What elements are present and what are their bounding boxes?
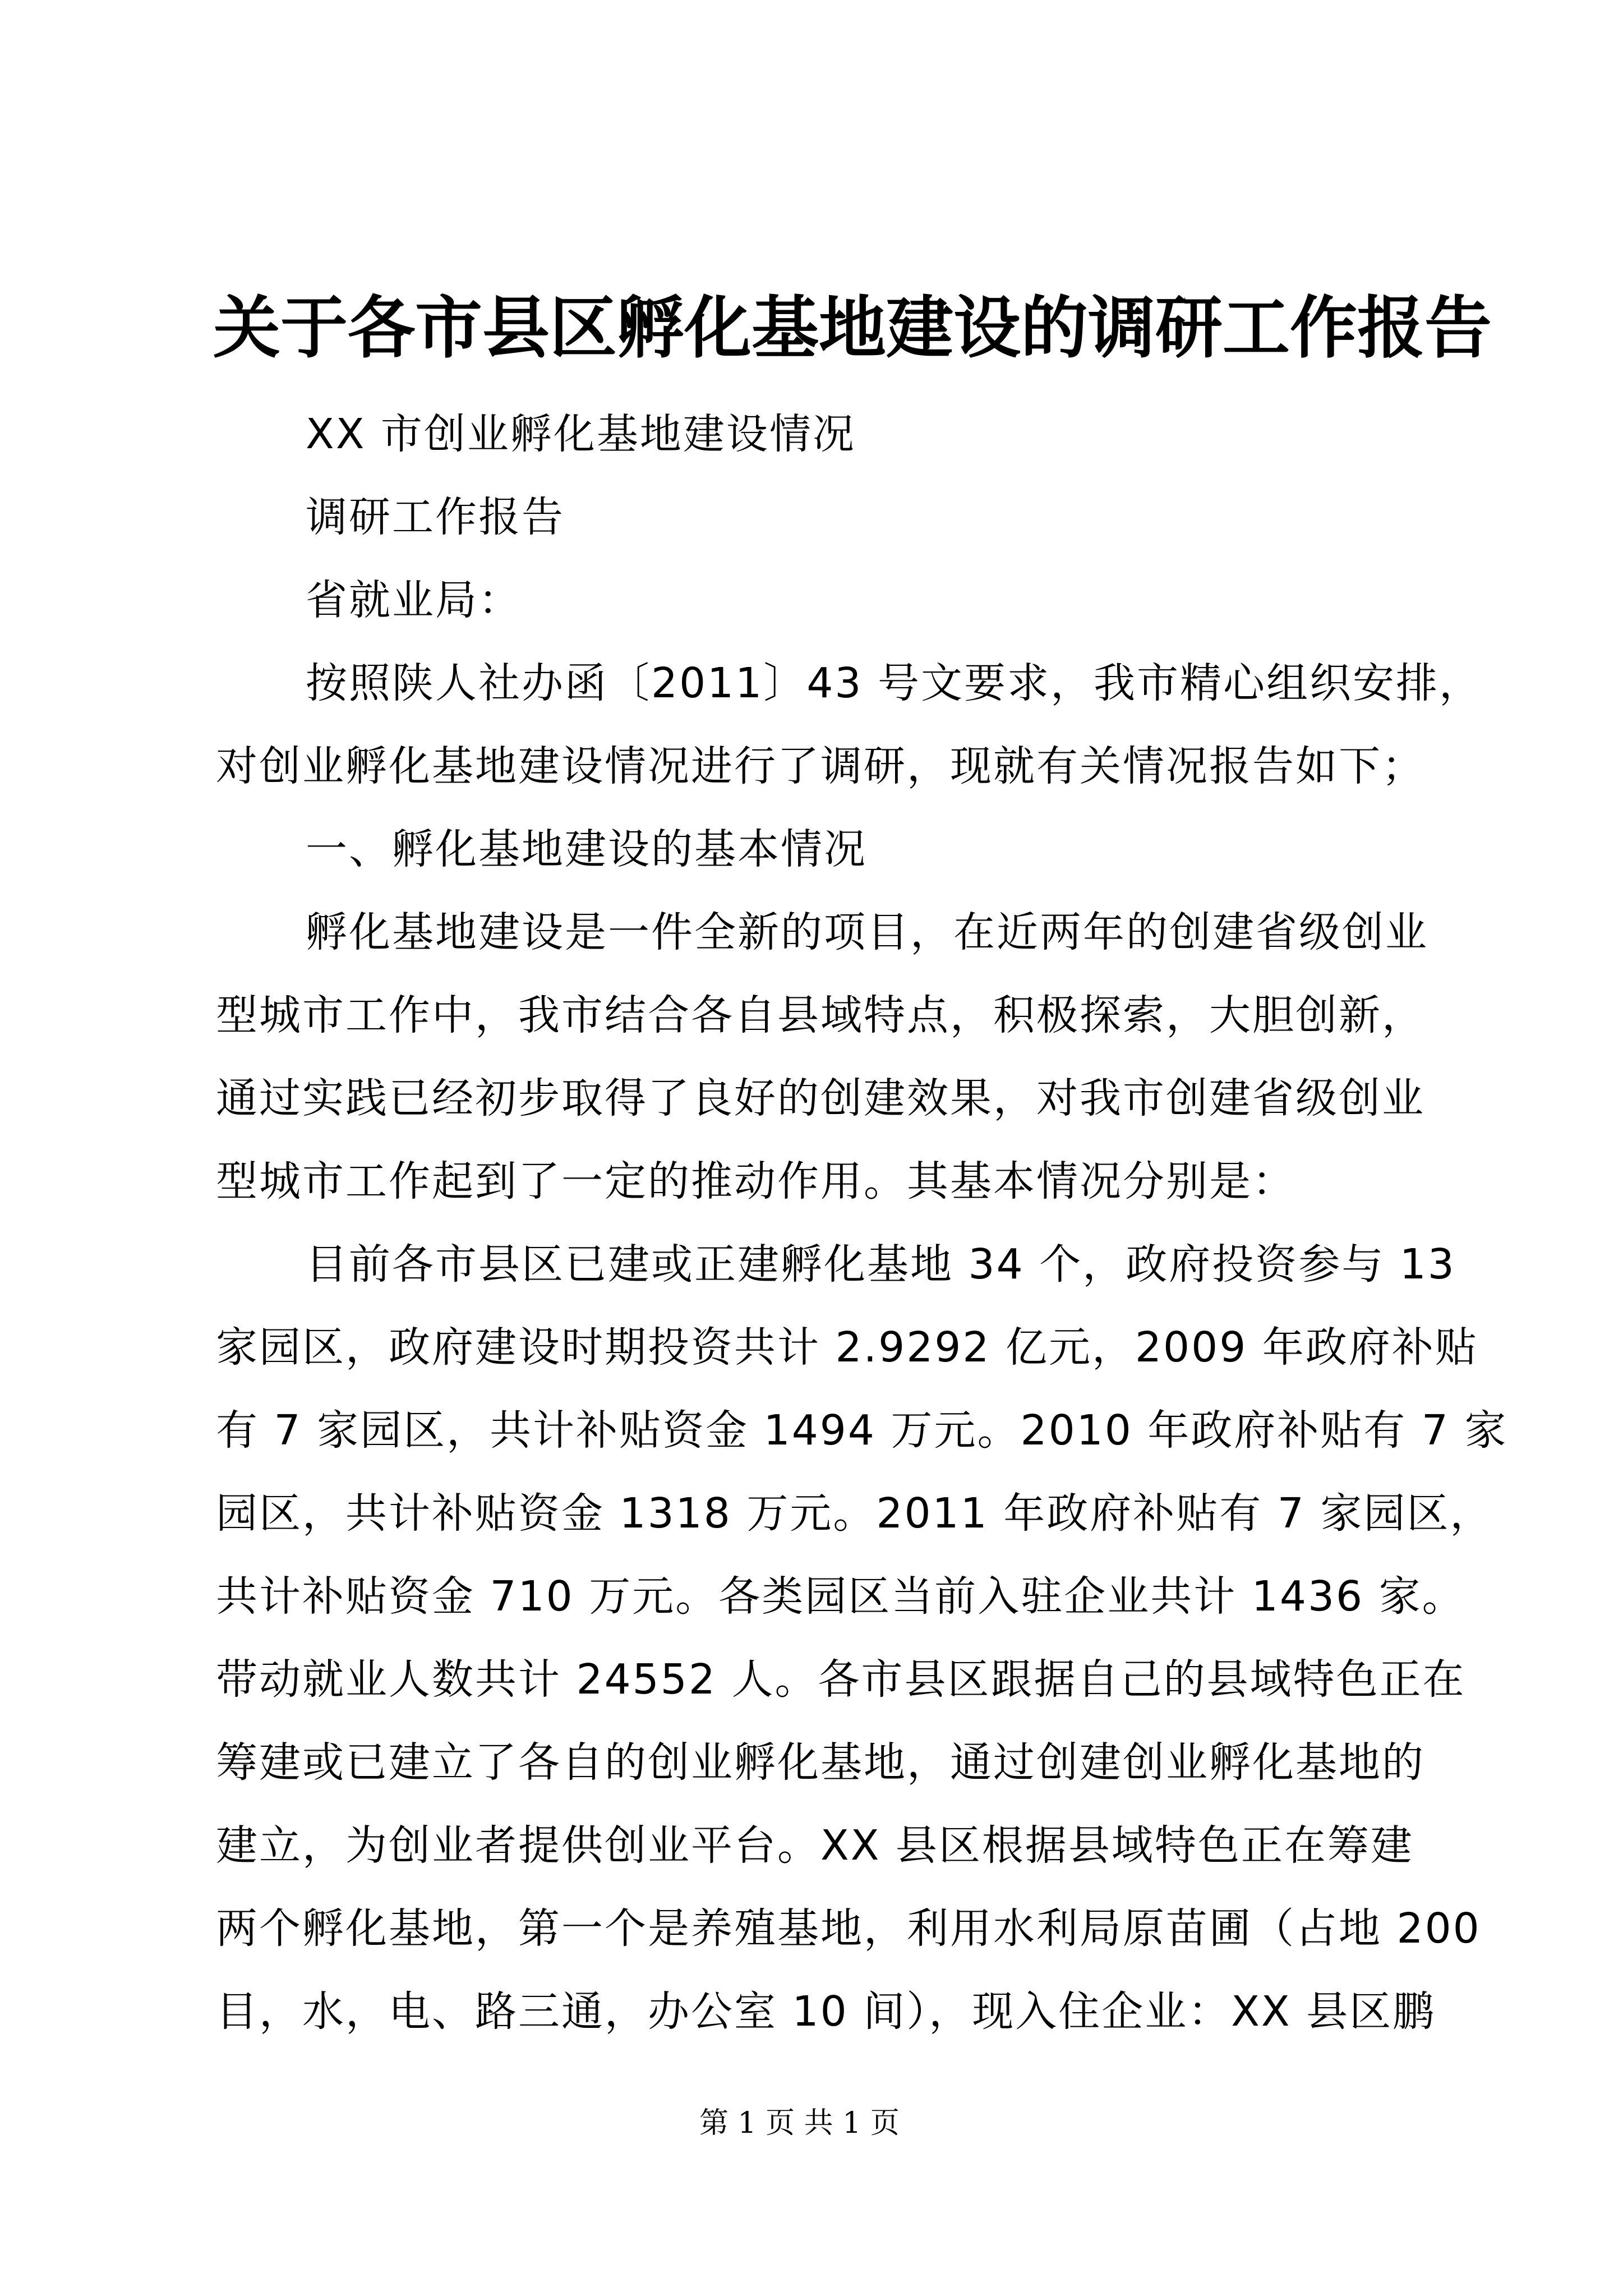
- body-line: 按照陕人社办函〔2011〕43 号文要求，我市精心组织安排，: [306, 659, 1483, 707]
- body-line: XX 市创业孵化基地建设情况: [306, 410, 856, 458]
- body-line: 对创业孵化基地建设情况进行了调研，现就有关情况报告如下；: [216, 742, 1425, 790]
- body-line: 型城市工作中，我市结合各自县域特点，积极探索，大胆创新，: [216, 991, 1425, 1039]
- body-line: 两个孵化基地，第一个是养殖基地，利用水利局原苗圃（占地 200: [216, 1904, 1481, 1953]
- body-line: 通过实践已经初步取得了良好的创建效果，对我市创建省级创业: [216, 1074, 1425, 1122]
- document-title: 关于各市县区孵化基地建设的调研工作报告: [213, 288, 1492, 367]
- body-line: 调研工作报告: [306, 493, 565, 541]
- body-line: 省就业局：: [306, 576, 522, 624]
- body-line: 筹建或已建立了各自的创业孵化基地，通过创建创业孵化基地的: [216, 1738, 1425, 1787]
- body-line: 型城市工作起到了一定的推动作用。其基本情况分别是：: [216, 1157, 1295, 1205]
- body-line: 共计补贴资金 710 万元。各类园区当前入驻企业共计 1436 家。: [216, 1572, 1465, 1621]
- body-line: 园区，共计补贴资金 1318 万元。2011 年政府补贴有 7 家园区，: [216, 1489, 1493, 1538]
- body-line: 目前各市县区已建或正建孵化基地 34 个，政府投资参与 13: [306, 1240, 1456, 1289]
- body-line: 孵化基地建设是一件全新的项目，在近两年的创建省级创业: [306, 908, 1428, 956]
- page-number-footer: 第 1 页 共 1 页: [699, 2106, 900, 2140]
- document-body: [216, 393, 1508, 2053]
- body-line: 建立，为创业者提供创业平台。XX 县区根据县域特色正在筹建: [216, 1821, 1414, 1870]
- body-line: 家园区，政府建设时期投资共计 2.9292 亿元，2009 年政府补贴: [216, 1323, 1478, 1372]
- body-line: 有 7 家园区，共计补贴资金 1494 万元。2010 年政府补贴有 7 家: [216, 1406, 1508, 1455]
- body-line: 目，水，电、路三通，办公室 10 间），现入住企业：XX 县区鹏: [216, 1987, 1436, 2036]
- body-line: 带动就业人数共计 24552 人。各市县区跟据自己的县域特色正在: [216, 1655, 1466, 1704]
- section-heading: 一、孵化基地建设的基本情况: [306, 825, 867, 873]
